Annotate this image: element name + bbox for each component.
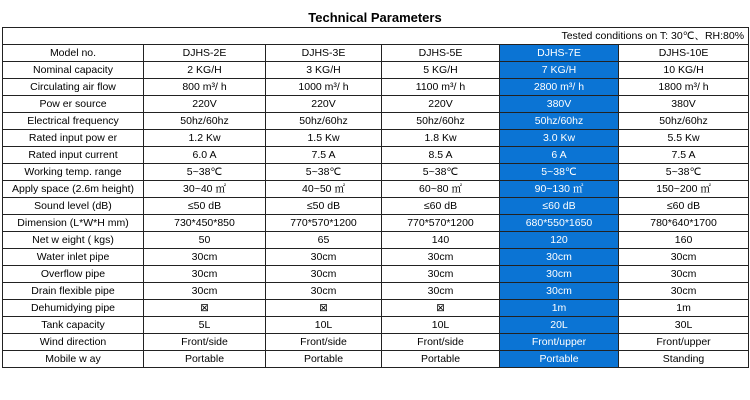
row-label: Nominal capacity — [3, 62, 144, 79]
table-cell-highlighted: 30cm — [500, 249, 619, 266]
table-cell: 30cm — [382, 249, 500, 266]
table-cell: 30cm — [266, 283, 382, 300]
table-cell-highlighted: 120 — [500, 232, 619, 249]
table-cell: 7.5 A — [266, 147, 382, 164]
table-cell: 50 — [144, 232, 266, 249]
table-row — [3, 164, 749, 181]
table-cell: ⊠ — [266, 300, 382, 317]
table-cell: Portable — [382, 351, 500, 368]
table-row — [3, 181, 749, 198]
table-cell: 2 KG/H — [144, 62, 266, 79]
table-cell: 30cm — [382, 283, 500, 300]
table-cell-highlighted: 5~38℃ — [500, 164, 619, 181]
row-label: Dehumidying pipe — [3, 300, 144, 317]
table-cell: 6.0 A — [144, 147, 266, 164]
model-name: DJHS-5E — [382, 45, 500, 62]
table-cell: 7.5 A — [619, 147, 749, 164]
row-label: Drain flexible pipe — [3, 283, 144, 300]
table-cell: 10L — [266, 317, 382, 334]
row-label: Pow er source — [3, 96, 144, 113]
table-row — [3, 96, 749, 113]
table-cell: 10L — [382, 317, 500, 334]
table-row — [3, 79, 749, 96]
table-cell: 10 KG/H — [619, 62, 749, 79]
table-cell: Front/side — [266, 334, 382, 351]
table-cell-highlighted: 30cm — [500, 266, 619, 283]
table-cell: 5~38℃ — [144, 164, 266, 181]
page-title: Technical Parameters — [308, 10, 442, 25]
table-cell-highlighted: 680*550*1650 — [500, 215, 619, 232]
table-row — [3, 249, 749, 266]
table-cell: 1000 m³/ h — [266, 79, 382, 96]
table-cell: 220V — [382, 96, 500, 113]
row-label: Working temp. range — [3, 164, 144, 181]
table-cell: 30cm — [266, 249, 382, 266]
tested-conditions-row — [3, 28, 749, 45]
table-cell: 5~38℃ — [619, 164, 749, 181]
table-cell: 30cm — [144, 266, 266, 283]
table-cell: 30~40 ㎡ — [144, 181, 266, 198]
table-cell: 30cm — [144, 283, 266, 300]
table-cell: 50hz/60hz — [382, 113, 500, 130]
table-cell: ≤50 dB — [144, 198, 266, 215]
table-cell: 140 — [382, 232, 500, 249]
table-cell-highlighted: 50hz/60hz — [500, 113, 619, 130]
table-cell: 1m — [619, 300, 749, 317]
table-cell: 5 KG/H — [382, 62, 500, 79]
row-label: Overflow pipe — [3, 266, 144, 283]
table-cell: 770*570*1200 — [382, 215, 500, 232]
table-cell: 220V — [144, 96, 266, 113]
table-cell-highlighted: 30cm — [500, 283, 619, 300]
table-row — [3, 351, 749, 368]
header-label: Model no. — [3, 45, 144, 62]
model-name-highlighted: DJHS-7E — [500, 45, 619, 62]
table-cell-highlighted: 2800 m³/ h — [500, 79, 619, 96]
table-cell: 60~80 ㎡ — [382, 181, 500, 198]
tested-conditions: Tested conditions on T: 30℃、RH:80% — [3, 28, 749, 45]
table-cell-highlighted: Portable — [500, 351, 619, 368]
table-cell: 30cm — [144, 249, 266, 266]
table-cell: 30cm — [266, 266, 382, 283]
row-label: Wind direction — [3, 334, 144, 351]
table-cell: Front/upper — [619, 334, 749, 351]
table-cell: 5~38℃ — [382, 164, 500, 181]
table-cell: 730*450*850 — [144, 215, 266, 232]
table-row — [3, 147, 749, 164]
table-cell: 5~38℃ — [266, 164, 382, 181]
row-label: Sound level (dB) — [3, 198, 144, 215]
table-cell: 40~50 ㎡ — [266, 181, 382, 198]
row-label: Mobile w ay — [3, 351, 144, 368]
table-body — [3, 28, 749, 368]
table-row — [3, 62, 749, 79]
table-cell: 30cm — [619, 283, 749, 300]
row-label: Tank capacity — [3, 317, 144, 334]
table-cell: Portable — [266, 351, 382, 368]
technical-parameters-table — [2, 27, 749, 368]
table-cell: Front/side — [382, 334, 500, 351]
table-cell: Portable — [144, 351, 266, 368]
table-cell-highlighted: 90~130 ㎡ — [500, 181, 619, 198]
table-cell: 160 — [619, 232, 749, 249]
row-label: Circulating air flow — [3, 79, 144, 96]
table-cell: 150~200 ㎡ — [619, 181, 749, 198]
table-row — [3, 266, 749, 283]
table-cell: 50hz/60hz — [619, 113, 749, 130]
table-cell: ⊠ — [382, 300, 500, 317]
table-cell: 5L — [144, 317, 266, 334]
table-row — [3, 232, 749, 249]
table-cell: 770*570*1200 — [266, 215, 382, 232]
table-cell: 1100 m³/ h — [382, 79, 500, 96]
table-cell: 1.5 Kw — [266, 130, 382, 147]
table-cell: 30cm — [382, 266, 500, 283]
table-cell: ≤60 dB — [382, 198, 500, 215]
row-label: Net w eight ( kgs) — [3, 232, 144, 249]
table-cell: 50hz/60hz — [266, 113, 382, 130]
table-cell-highlighted: 7 KG/H — [500, 62, 619, 79]
table-cell: 30cm — [619, 249, 749, 266]
row-label: Rated input current — [3, 147, 144, 164]
table-cell: 30cm — [619, 266, 749, 283]
table-cell: 800 m³/ h — [144, 79, 266, 96]
table-cell: 8.5 A — [382, 147, 500, 164]
table-cell: 30L — [619, 317, 749, 334]
model-name: DJHS-3E — [266, 45, 382, 62]
table-row — [3, 334, 749, 351]
table-cell: 780*640*1700 — [619, 215, 749, 232]
table-cell: Standing — [619, 351, 749, 368]
table-cell-highlighted: 1m — [500, 300, 619, 317]
table-cell-highlighted: 3.0 Kw — [500, 130, 619, 147]
row-label: Apply space (2.6m height) — [3, 181, 144, 198]
table-cell: 220V — [266, 96, 382, 113]
table-cell: 380V — [619, 96, 749, 113]
table-cell: 1.2 Kw — [144, 130, 266, 147]
table-cell: ⊠ — [144, 300, 266, 317]
table-cell-highlighted: ≤60 dB — [500, 198, 619, 215]
table-row — [3, 130, 749, 147]
table-cell: 5.5 Kw — [619, 130, 749, 147]
table-row — [3, 198, 749, 215]
table-row — [3, 113, 749, 130]
header-row — [3, 45, 749, 62]
table-row — [3, 283, 749, 300]
table-cell-highlighted: 6 A — [500, 147, 619, 164]
table-row — [3, 215, 749, 232]
row-label: Dimension (L*W*H mm) — [3, 215, 144, 232]
table-row — [3, 300, 749, 317]
row-label: Water inlet pipe — [3, 249, 144, 266]
model-name: DJHS-2E — [144, 45, 266, 62]
table-cell-highlighted: 20L — [500, 317, 619, 334]
table-row — [3, 317, 749, 334]
table-cell: Front/side — [144, 334, 266, 351]
table-cell: ≤50 dB — [266, 198, 382, 215]
table-cell: ≤60 dB — [619, 198, 749, 215]
table-cell-highlighted: Front/upper — [500, 334, 619, 351]
table-cell: 3 KG/H — [266, 62, 382, 79]
row-label: Electrical frequency — [3, 113, 144, 130]
table-cell: 1800 m³/ h — [619, 79, 749, 96]
table-cell: 65 — [266, 232, 382, 249]
table-cell: 50hz/60hz — [144, 113, 266, 130]
row-label: Rated input pow er — [3, 130, 144, 147]
table-cell-highlighted: 380V — [500, 96, 619, 113]
model-name: DJHS-10E — [619, 45, 749, 62]
table-cell: 1.8 Kw — [382, 130, 500, 147]
